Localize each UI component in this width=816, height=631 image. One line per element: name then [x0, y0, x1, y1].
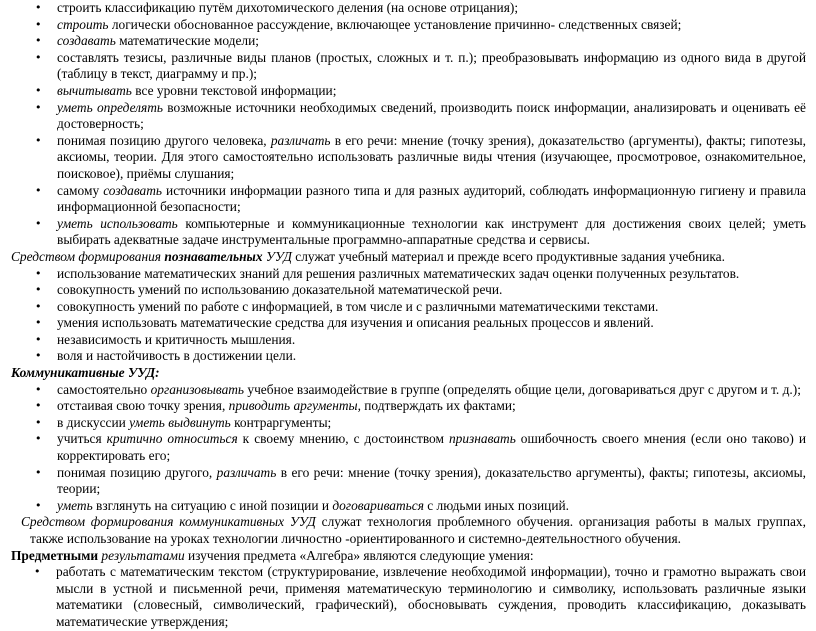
list-item: • создавать математические модели;	[57, 33, 806, 50]
list-item: • независимость и критичность мышления.	[57, 332, 806, 349]
math-skills-list	[0, 266, 816, 366]
list-item: • строить классификацию путём дихотомического деления (на основе отрицания);	[57, 0, 806, 17]
list-item: • отстаивая свою точку зрения, приводить аргументы, подтверждать их фактами;	[57, 398, 806, 415]
list-item: • понимая позицию другого человека, различать в его речи: мнение (точку зрения), доказательство (аргументы), факты; гипотезы, аксиомы, теории. Для этого самостоятельно использовать различные виды чтения (изучающее, просмотровое, ознакомительное, поисковое), приёмы слушания;	[57, 133, 806, 183]
list-item: • уметь взглянуть на ситуацию с иной позиции и договариваться с людьми иных позиций.	[57, 498, 806, 515]
communicative-skills-list	[0, 382, 816, 515]
communicative-heading: Коммуникативные УУД:	[11, 365, 160, 381]
subject-results-paragraph: Предметными результатами изучения предмета «Алгебра» являются следующие умения:	[11, 547, 534, 563]
list-item: • в дискуссии уметь выдвинуть контраргументы;	[57, 415, 806, 432]
list-item: • уметь использовать компьютерные и коммуникационные технологии как инструмент для достижения своих целей; уметь выбирать адекватные задаче инструментальные программно-аппаратные средства и сервисы.	[57, 216, 806, 249]
list-item: • учиться критично относиться к своему мнению, с достоинством признавать ошибочность своего мнения (если оно таково) и корректировать его;	[57, 431, 806, 464]
list-item: • строить логически обоснованное рассуждение, включающее установление причинно- следственных связей;	[57, 17, 806, 34]
list-item: • воля и настойчивость в достижении цели.	[57, 348, 806, 365]
list-item: • умения использовать математические средства для изучения и описания реальных процессов и явлений.	[57, 315, 806, 332]
list-item: • совокупность умений по использованию доказательной математической речи.	[57, 282, 806, 299]
communicative-means-paragraph: Средством формирования коммуникативных УУД служат технология проблемного обучения. организация работы в малых группах, также использование на уроках технологии личностно -ориентированного и системно-деятельностного обучения.	[21, 514, 806, 546]
list-item: • вычитывать все уровни текстовой информации;	[57, 83, 806, 100]
cognitive-means-paragraph: Средством формирования познавательных УУД служат учебный материал и прежде всего продуктивные задания учебника.	[11, 248, 725, 264]
list-item: • самостоятельно организовывать учебное взаимодействие в группе (определять общие цели, договариваться друг с другом и т. д.);	[57, 382, 806, 399]
list-item: • уметь определять возможные источники необходимых сведений, производить поиск информации, анализировать и оценивать её достоверность;	[57, 100, 806, 133]
list-item: • составлять тезисы, различные виды планов (простых, сложных и т. п.); преобразовывать информацию из одного вида в другой (таблицу в текст, диаграмму и пр.);	[57, 50, 806, 83]
subject-skills-list	[0, 564, 816, 630]
list-item: • использование математических знаний для решения различных математических задач оценки полученных результатов.	[57, 266, 806, 283]
list-item: • совокупность умений по работе с информацией, в том числе и с различными математическими текстами.	[57, 299, 806, 316]
list-item: • работать с математическим текстом (структурирование, извлечение необходимой информации), точно и грамотно выражать свои мысли в устной и письменной речи, применяя математическую терминологию и символику, использовать различные языки математики (словесный, символический, графический), обосновывать суждения, проводить классификацию, доказывать математические утверждения;	[56, 564, 806, 630]
list-item: • понимая позицию другого, различать в его речи: мнение (точку зрения), доказательство аргументы), факты; гипотезы, аксиомы, теории;	[57, 465, 806, 498]
cognitive-skills-list	[0, 0, 816, 249]
list-item: • самому создавать источники информации разного типа и для разных аудиторий, соблюдать информационную гигиену и правила информационной безопасности;	[57, 183, 806, 216]
